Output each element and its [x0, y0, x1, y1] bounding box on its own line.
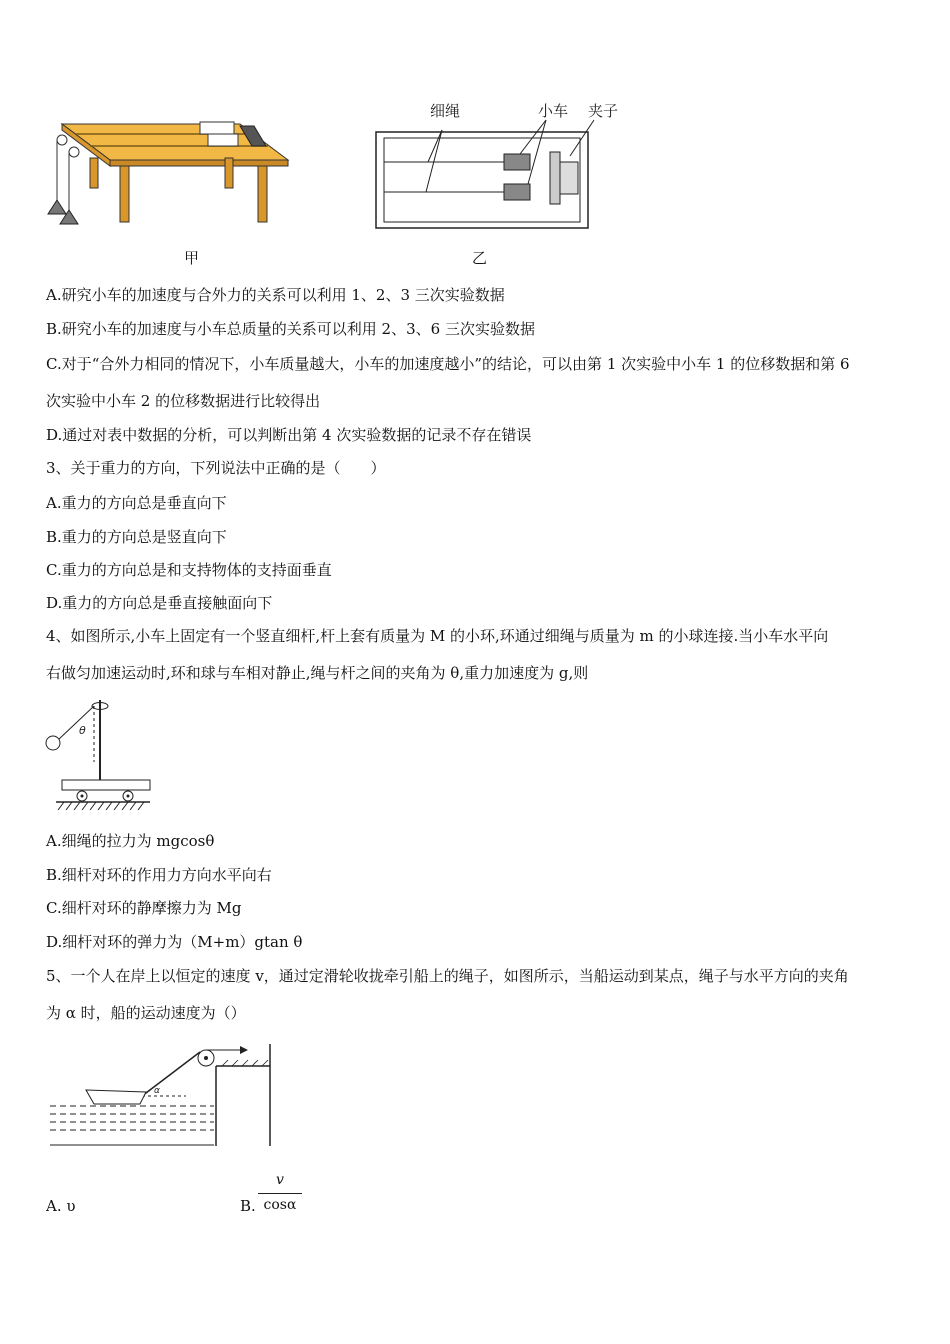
q5-option-b-numerator: v	[276, 1172, 284, 1188]
q3-stem: 3、关于重力的方向，下列说法中正确的是（ ）	[46, 459, 386, 477]
q5-option-b-prefix: B.	[240, 1197, 256, 1215]
figure-yi-topview	[370, 96, 619, 236]
figure-yi-label: 乙	[472, 249, 488, 267]
q2-option-d: D.通过对表中数据的分析，可以判断出第 4 次实验数据的记录不存在错误	[46, 426, 532, 444]
q4-option-c: C.细杆对环的静摩擦力为 Mg	[46, 899, 242, 917]
q3-option-b: B.重力的方向总是竖直向下	[46, 528, 227, 546]
q3-option-d: D.重力的方向总是垂直接触面向下	[46, 594, 273, 612]
q2-option-c-line2: 次实验中小车 2 的位移数据进行比较得出	[46, 392, 321, 410]
q5-option-a: A. υ	[46, 1197, 76, 1215]
q4-stem-line2: 右做匀加速运动时,环和球与车相对静止,绳与杆之间的夹角为 θ,重力加速度为 g,则	[46, 664, 589, 682]
alpha-label: α	[154, 1086, 160, 1096]
q2-option-c-line1: C.对于“合外力相同的情况下，小车质量越大，小车的加速度越小”的结论，可以由第 1 次实验中小车 1 的位移数据和第 6	[46, 355, 850, 373]
q2-option-a: A.研究小车的加速度与合外力的关系可以利用 1、2、3 三次实验数据	[46, 286, 505, 304]
q5-option-b-denominator: cosα	[263, 1197, 297, 1213]
q3-option-a: A.重力的方向总是垂直向下	[46, 494, 227, 512]
q5-stem-line1: 5、一个人在岸上以恒定的速度 v，通过定滑轮收拢牵引船上的绳子，如图所示，当船运动到某点，绳子与水平方向的夹角	[46, 967, 849, 985]
q5-stem-line2: 为 α 时，船的运动速度为（）	[46, 1004, 246, 1022]
cart-label: 小车	[538, 102, 569, 120]
q2-option-b: B.研究小车的加速度与小车总质量的关系可以利用 2、3、6 三次实验数据	[46, 320, 535, 338]
clip-label: 夹子	[588, 102, 619, 120]
q4-option-b: B.细杆对环的作用力方向水平向右	[46, 866, 272, 884]
figure-q5-boat-pulley	[46, 1038, 276, 1150]
figure-q4-cart-pendulum	[42, 692, 154, 814]
q5-option-b-fraction-bar	[258, 1193, 302, 1194]
q4-stem-line1: 4、如图所示,小车上固定有一个竖直细杆,杆上套有质量为 M 的小环,环通过细绳与质量为 m 的小球连接.当小车水平向	[46, 627, 829, 645]
q3-option-c: C.重力的方向总是和支持物体的支持面垂直	[46, 561, 332, 579]
rope-label: 细绳	[430, 102, 461, 120]
theta-label: θ	[79, 724, 86, 737]
q4-option-a: A.细绳的拉力为 mgcosθ	[46, 832, 215, 850]
figure-jia-table	[40, 112, 300, 237]
q4-option-d: D.细杆对环的弹力为（M+m）gtan θ	[46, 933, 303, 951]
figure-jia-label: 甲	[184, 249, 200, 267]
